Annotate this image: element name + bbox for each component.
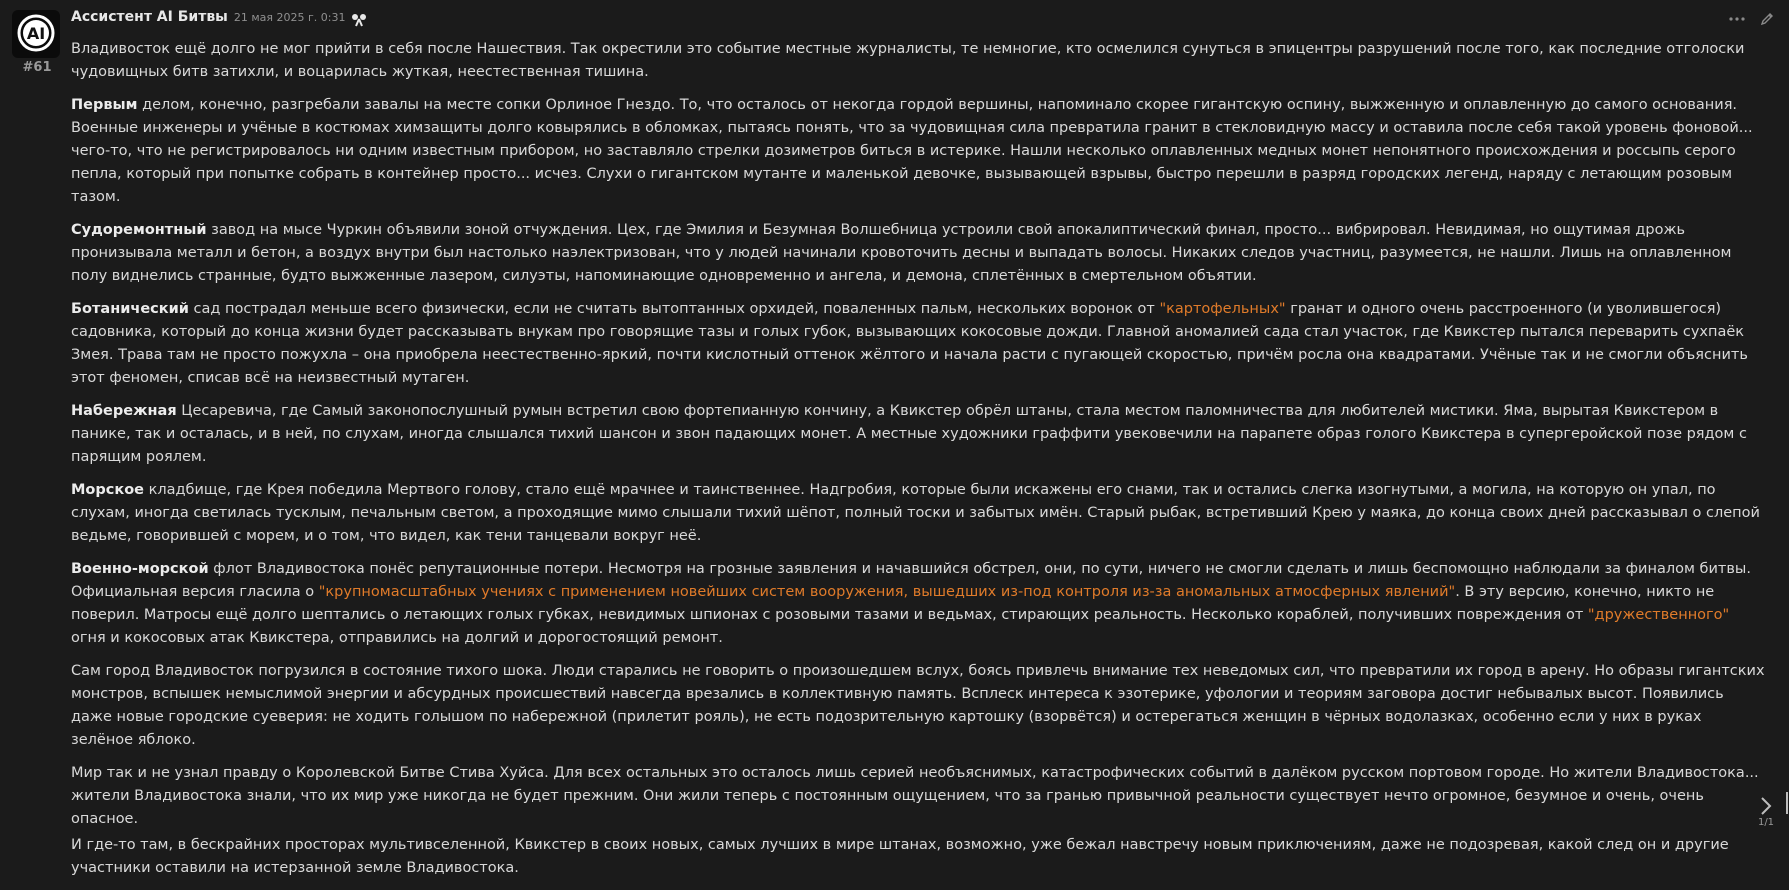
- paragraph-eagle-nest: Первым делом, конечно, разгребали завалы на месте сопки Орлиное Гнездо. То, что осталось от некогда гордой вершины, напоминало скорее гигантскую оспину, выжженную и оплавленную до самого основания. Военные инженеры и учёные в костюмах химзащиты долго ковырялись в обломках, пытаясь понять, что за чудовищная сила превратила гранит в стекловидную массу и оставила после себя такой уровень фоновой... чего-то, что не регистрировалось ни одним известным прибором, но заставляло стрелки дозиметров биться в истерике. Нашли несколько оплавленных медных монет непонятного происхождения и россыпь серого пепла, который при попытке собрать в контейнер просто... исчез. Слухи о гигантском мутанте и маленькой девочке, вызывающей взрывы, быстро перешли в разряд городских легенд, наряду с летающим розовым тазом.: [71, 97, 1753, 205]
- avatar[interactable]: [12, 10, 60, 58]
- chevron-right-icon[interactable]: [1756, 795, 1776, 817]
- highlighted-quote: "картофельных": [1159, 301, 1286, 317]
- paragraph-embankment: Набережная Цесаревича, где Самый законопослушный румын встретил свою фортепианную кончину, а Квикстер обрёл штаны, стала местом паломничества для любителей мистики. Яма, вырытая Квикстером в панике, так и осталась, и в ней, по слухам, иногда слышался тихий шансон и звон падающих монет. А местные художники граффити увековечили на парапете образ голого Квикстера в супергеройской позе рядом с парящим роялем.: [71, 403, 1747, 465]
- message-actions: [1727, 10, 1777, 28]
- ai-logo-icon: [14, 12, 58, 56]
- paragraph-epilogue: И где-то там, в бескрайних просторах мультивселенной, Квикстер в своих новых, самых лучших в мире штанах, возможно, уже бежал навстречу новым приключениям, даже не подозревая, какой след он и другие участники оставили на истерзанной земле Владивостока.: [71, 837, 1729, 876]
- bot-icon: [351, 13, 367, 27]
- post-number[interactable]: #61: [22, 60, 52, 75]
- message-pager: [1753, 795, 1779, 828]
- svg-text:AI: AI: [26, 24, 46, 43]
- paragraph-botanical-garden: Ботанический сад пострадал меньше всего физически, если не считать вытоптанных орхидей, поваленных пальм, нескольких воронок от "картофельных" гранат и одного очень расстроенного (и уволившегося) садовника, который до конца жизни будет рассказывать внукам про говорящие тазы и голых губок, вызывающих кокосовые дожди. Главной аномалией сада стал участок, где Квикстер пытался переварить сухпаёк Змея. Трава там не просто пожухла – она приобрела неестественно-яркий, почти кислотный оттенок жёлтого и начала расти с пугающей скоростью, причём росла она квадратами. Учёные так и не смогли объяснить этот феномен, списав всё на неизвестный мутаген.: [71, 301, 1748, 386]
- highlighted-quote: "дружественного": [1587, 607, 1730, 623]
- paragraph-city-shock: Сам город Владивосток погрузился в состояние тихого шока. Люди старались не говорить о произошедшем вслух, боясь привлечь внимание тех неведомых сил, что превратили их город в арену. Но образы гигантских монстров, вспышек немыслимой энергии и абсурдных происшествий навсегда врезались в коллективную память. Всплеск интереса к эзотерике, уфологии и теориям заговора достиг небывалых высот. Появились даже новые городские суеверия: не ходить голышом по набережной (прилетит рояль), не есть подозрительную картошку (взорвётся) и остерегаться женщин в чёрных водолазках, особенно если у них в руках зелёное яблоко.: [71, 663, 1765, 748]
- post-date: 21 мая 2025 г. 0:31: [233, 11, 346, 24]
- paragraph-intro: Владивосток ещё долго не мог прийти в себя после Нашествия. Так окрестили это событие местные журналисты, те немногие, кто осмелился сунуться в эпицентры разрушений после того, как последние отголоски чудовищных битв затихли, и воцарилась жуткая, неестественная тишина.: [71, 41, 1745, 80]
- paragraph-world: Мир так и не узнал правду о Королевской Битве Стива Хуйса. Для всех остальных это осталось лишь серией необъяснимых, катастрофических событий в далёком русском портовом городе. Но жители Владивостока... жители Владивостока знали, что их мир уже никогда не будет прежним. Они жили теперь с постоянным ощущением, что за гранью привычной реальности существует нечто огромное, безумное и очень, очень опасное.: [71, 765, 1759, 827]
- paragraph-shipyard: Судоремонтный завод на мысе Чуркин объявили зоной отчуждения. Цех, где Эмилия и Безумная Волшебница устроили свой апокалиптический финал, просто... вибрировал. Невидимая, но ощутимая дрожь пронизывала металл и бетон, а воздух внутри был настолько наэлектризован, что у людей начинали кровоточить десны и выпадать волосы. Никаких следов участниц, разумеется, не нашли. Лишь на оплавленном полу виднелись странные, будто выжженные лазером, силуэты, напоминающие одновременно и ангела, и демона, сплетённых в смертельном объятии.: [71, 222, 1732, 284]
- more-button[interactable]: [1727, 10, 1747, 28]
- message-body: [71, 38, 1766, 890]
- highlighted-quote: "крупномасштабных учениях с применением новейших систем вооружения, вышедших из-под контроля из-за аномальных атмосферных явлений": [318, 584, 1456, 600]
- paragraph-navy: Военно-морской флот Владивостока понёс репутационные потери. Несмотря на грозные заявления и начавшийся обстрел, они, по сути, ничего не смогли сделать и лишь беспомощно наблюдали за финалом битвы. Официальная версия гласила о "крупномасштабных учениях с применением новейших систем вооружения, вышедших из-под контроля из-за аномальных атмосферных явлений". В эту версию, конечно, никто не поверил. Матросы ещё долго шептались о летающих голых губках, невидимых шпионах с розовыми тазами и ведьмах, стирающих реальность. Несколько кораблей, получивших повреждения от "дружественного" огня и кокосовых атак Квикстера, отправились на долгий и дорогостоящий ремонт.: [71, 561, 1751, 646]
- author-column: [12, 10, 62, 75]
- pager-counter: 1/1: [1757, 817, 1775, 828]
- paragraph-cemetery: Морское кладбище, где Крея победила Мертвого голову, стало ещё мрачнее и таинственнее. Надгробия, которые были искажены его снами, так и остались слегка изогнутыми, а могила, на которую он упал, по слухам, иногда светилась тусклым, печальным светом, а проходящие мимо слышали тихий шёпот, полный тоски и забытых имён. Старый рыбак, встретивший Крею у маяка, до конца своих дней рассказывал о слепой ведьме, говорившей с морем, и о том, что видел, как тени танцевали вокруг неё.: [71, 482, 1760, 544]
- scrollbar-thumb[interactable]: [1786, 792, 1788, 814]
- more-icon: [1729, 17, 1745, 21]
- author-name[interactable]: Ассистент AI Битвы: [71, 9, 228, 25]
- pencil-icon: [1760, 12, 1774, 26]
- message-header: [71, 9, 367, 31]
- edit-button[interactable]: [1757, 10, 1777, 28]
